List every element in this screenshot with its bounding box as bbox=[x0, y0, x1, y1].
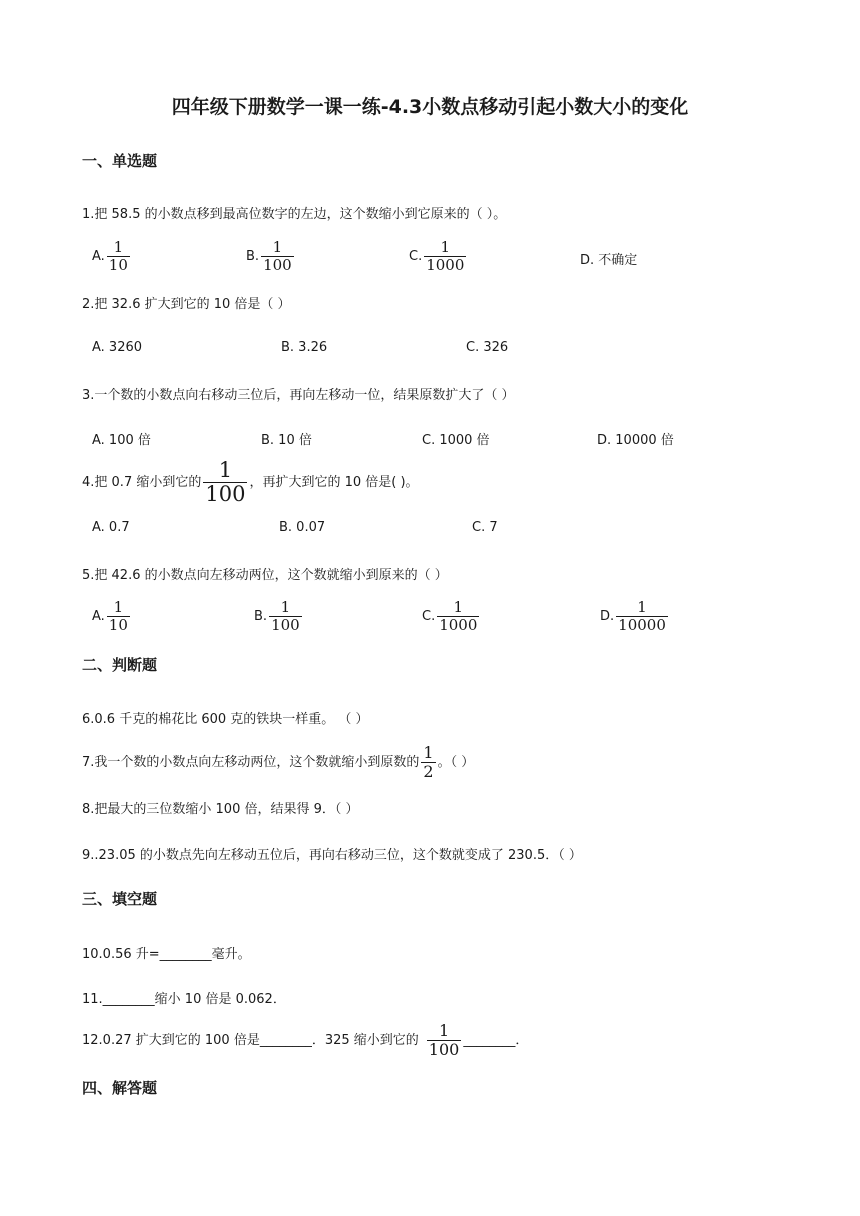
section-heading-fill-blank: 三、填空题 bbox=[82, 890, 158, 908]
question-8: 8.把最大的三位数缩小 100 倍，结果得 9．（ ） bbox=[82, 802, 359, 817]
q3-option-b: B. 10 倍 bbox=[261, 433, 312, 448]
q3-option-c: C. 1000 倍 bbox=[422, 433, 490, 448]
q4-option-b: B. 0.07 bbox=[279, 520, 326, 535]
q1-option-a: A. $\frac{1}{10}$ bbox=[92, 238, 128, 274]
q2-option-b: B. 3.26 bbox=[281, 340, 328, 355]
q3-option-d: D. 10000 倍 bbox=[597, 433, 674, 448]
question-7: 7.我一个数的小数点向左移动两位，这个数就缩小到原数的 $\frac{1}{2}$ 。（ ） bbox=[82, 743, 475, 781]
question-1: 1.把 58.5 的小数点移到最高位数字的左边，这个数缩小到它原来的（ ）。 bbox=[82, 207, 507, 222]
question-11: 11.________缩小 10 倍是 0.062． bbox=[82, 992, 286, 1007]
q3-option-a: A. 100 倍 bbox=[92, 433, 151, 448]
section-heading-true-false: 二、判断题 bbox=[82, 656, 158, 674]
section-heading-single-choice: 一、单选题 bbox=[82, 152, 158, 170]
q1-option-c: C. $\frac{1}{1000}$ bbox=[409, 238, 465, 274]
question-2: 2.把 32.6 扩大到它的 10 倍是（ ） bbox=[82, 297, 291, 312]
page-title: 四年级下册数学一课一练-4.3小数点移动引起小数大小的变化 bbox=[171, 96, 689, 118]
q5-option-a: A. $\frac{1}{10}$ bbox=[92, 598, 128, 634]
section-heading-problem-solving: 四、解答题 bbox=[82, 1079, 158, 1097]
question-4: 4.把 0.7 缩小到它的 $\frac{1}{100}$ ，再扩大到它的 10 倍是( )。 bbox=[82, 458, 419, 506]
q4-option-a: A. 0.7 bbox=[92, 520, 130, 535]
q1-option-b: B. $\frac{1}{100}$ bbox=[246, 238, 292, 274]
question-10: 10.0.56 升=________毫升。 bbox=[82, 947, 251, 962]
q4-option-c: C. 7 bbox=[472, 520, 498, 535]
question-6: 6.0.6 千克的棉花比 600 克的铁块一样重。 （ ） bbox=[82, 712, 369, 727]
question-3: 3.一个数的小数点向右移动三位后，再向左移动一位，结果原数扩大了（ ） bbox=[82, 388, 515, 403]
question-5: 5.把 42.6 的小数点向左移动两位，这个数就缩小到原来的（ ） bbox=[82, 568, 448, 583]
q2-option-c: C. 326 bbox=[466, 340, 509, 355]
q5-option-d: D. $\frac{1}{10000}$ bbox=[600, 598, 666, 634]
question-9: 9..23.05 的小数点先向左移动五位后，再向右移动三位，这个数就变成了 230.5．（ ） bbox=[82, 848, 582, 863]
q5-option-c: C. $\frac{1}{1000}$ bbox=[422, 598, 478, 634]
q2-option-a: A. 3260 bbox=[92, 340, 143, 355]
q5-option-b: B. $\frac{1}{100}$ bbox=[254, 598, 300, 634]
q1-option-d: D. 不确定 bbox=[580, 253, 638, 268]
question-12: 12.0.27 扩大到它的 100 倍是________．325 缩小到它的 $\frac{1}{100}$ ________． bbox=[82, 1021, 529, 1059]
